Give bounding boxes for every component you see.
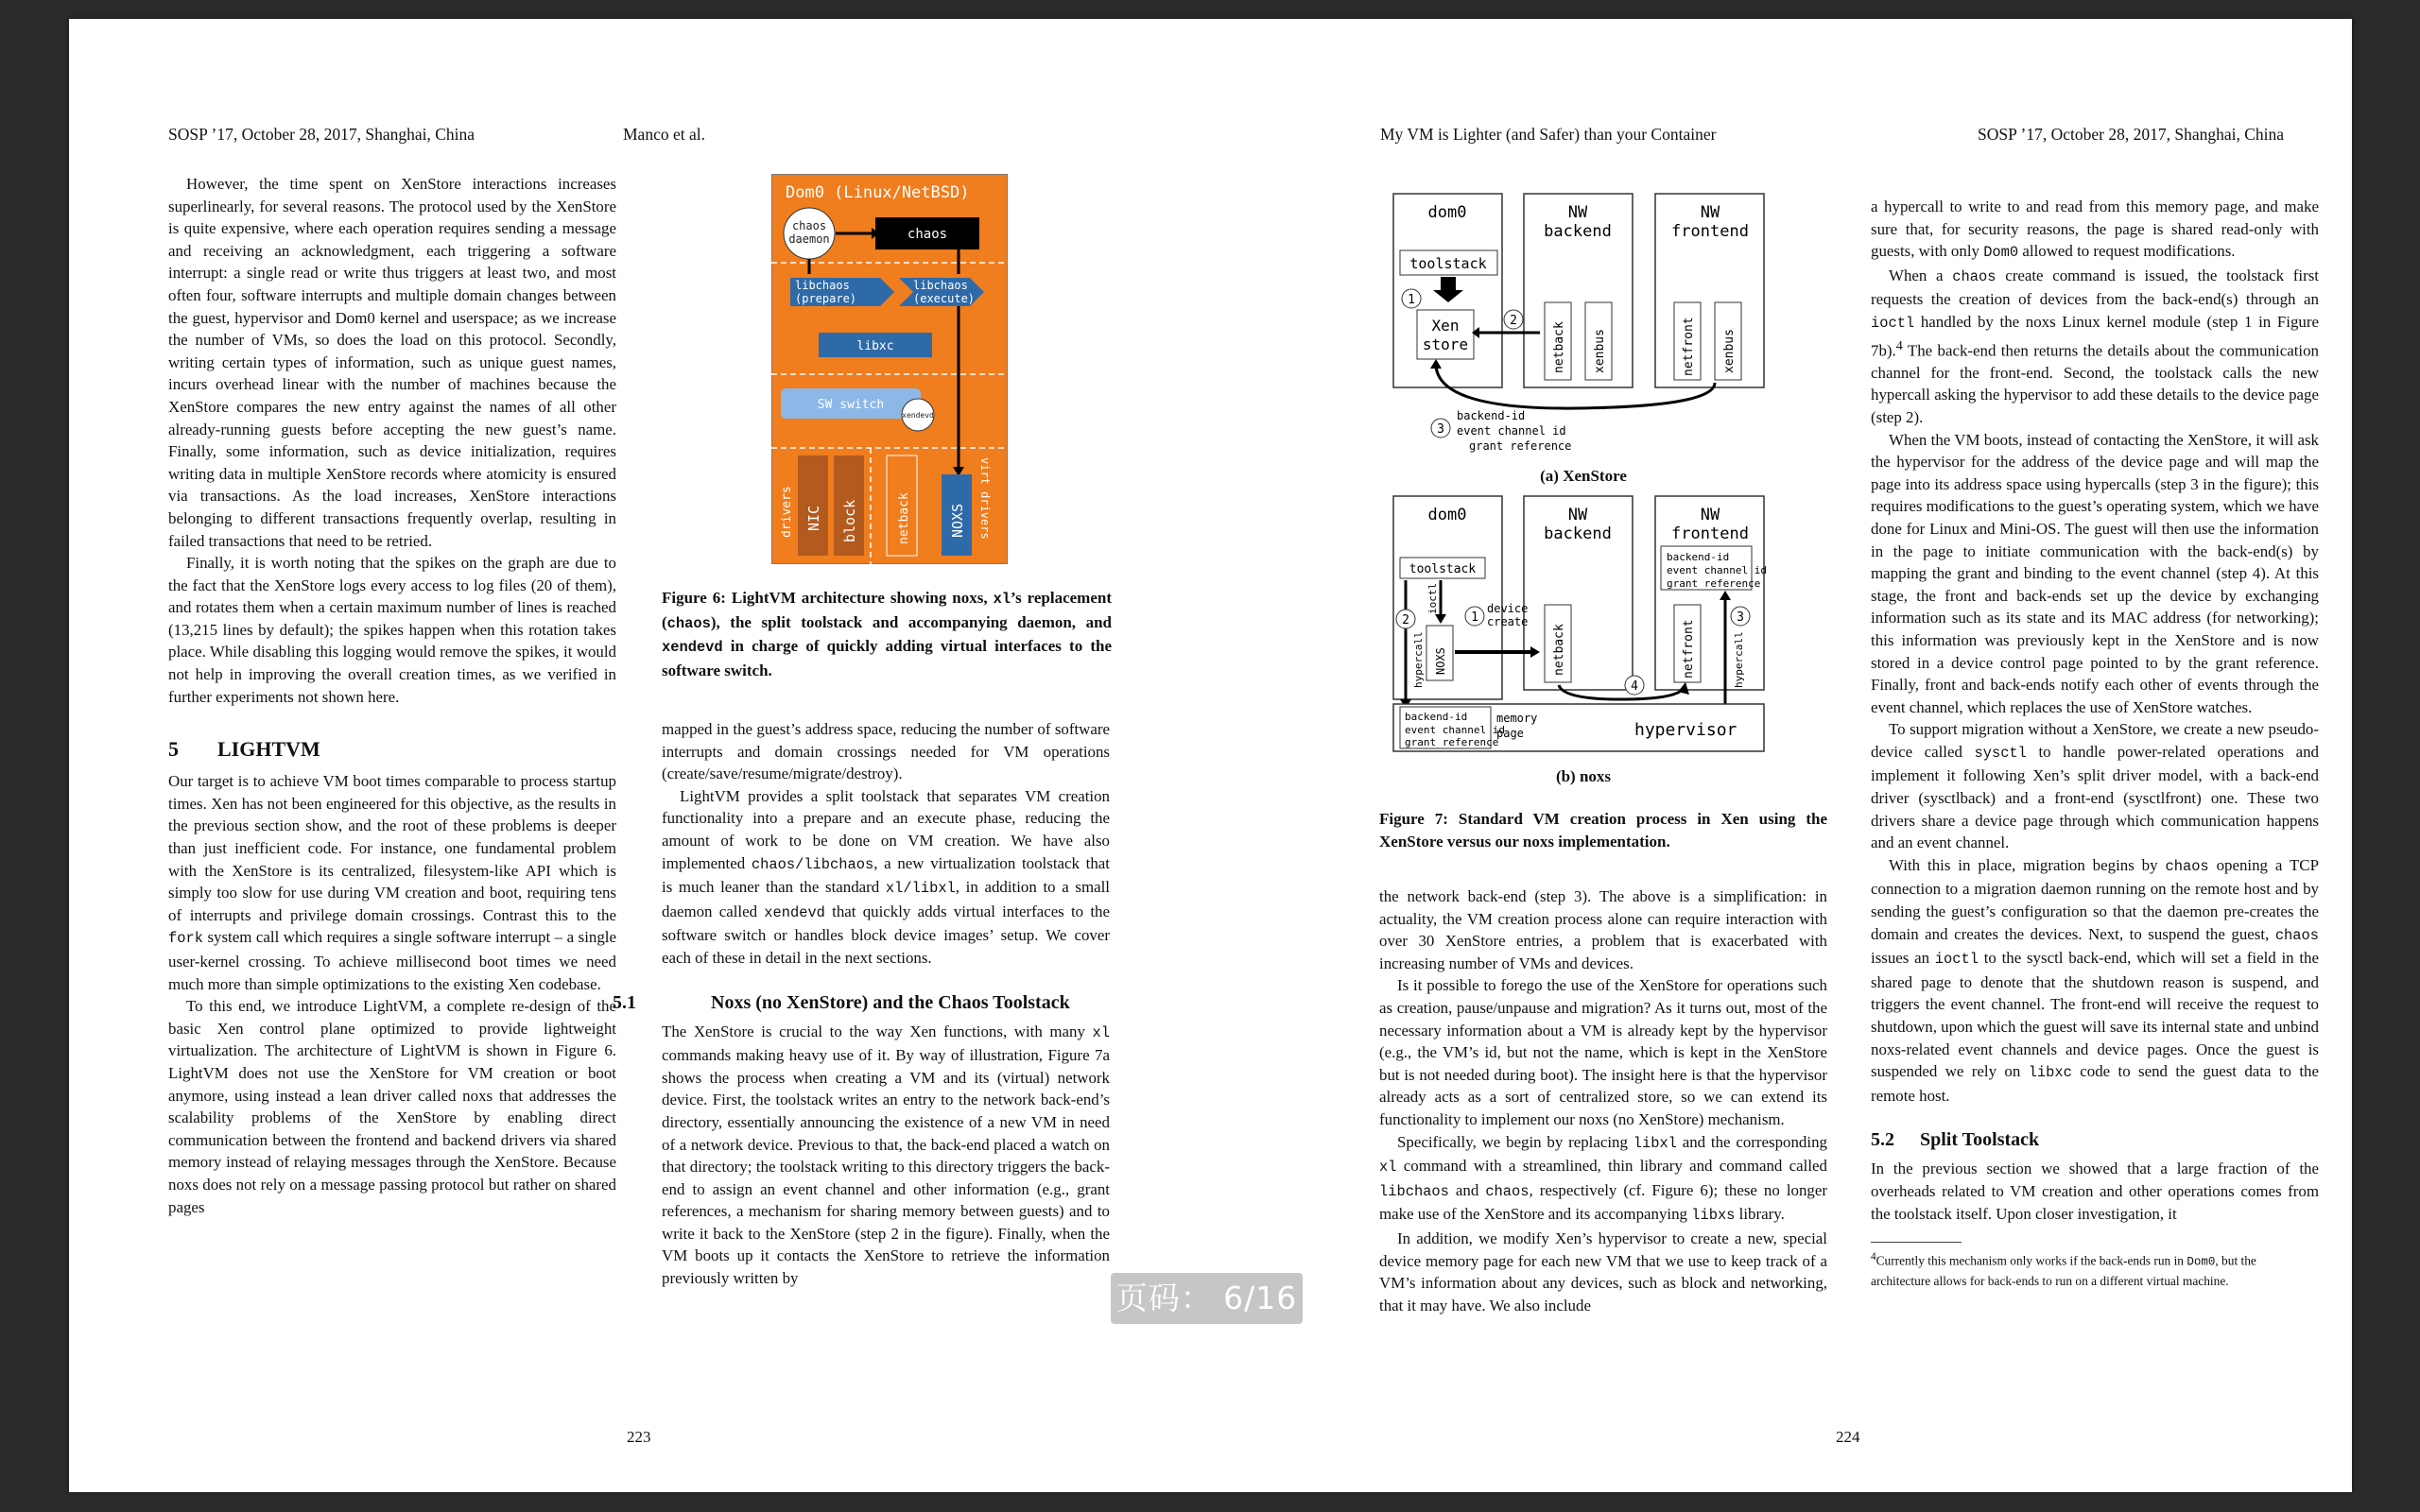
b-fe-note-2: event channel id	[1667, 564, 1767, 576]
paragraph: To this end, we introduce LightVM, a complete re-design of the basic Xen control plane optimized to provide lightweight virtualization. The architecture of LightVM is shown in Figure 6. LightVM does not use the XenStore for VM creation or boot anymore, using instead a lean driver called noxs that addresses the scalability problems of the XenStore by enabling direct communication between the frontend and backend drivers via shared memory instead of relaying messages through the XenStore. Because noxs does not rely on a message passing protocol but rather on shared pages	[168, 997, 616, 1216]
running-head-venue: SOSP ’17, October 28, 2017, Shanghai, China	[168, 125, 475, 144]
nic-label: NIC	[805, 505, 822, 531]
a-step-2: 2	[1510, 314, 1517, 328]
b-netfront-label: netfront	[1682, 619, 1696, 679]
paragraph: Finally, it is worth noting that the spikes on the graph are due to the fact that the XenStore logs every access to log files (20 of them), and rotates them when a certain maximum number of lines is reached (13,215 lines by default); the spikes happen when this rotation takes place. While disabling this logging would remove the spikes, it would not help in improving the overall creation times, as we verified in further experiments not shown here.	[168, 554, 616, 706]
virt-drivers-label: virt drivers	[978, 457, 992, 540]
a-xenbus-label-2: xenbus	[1722, 329, 1737, 373]
paragraph: LightVM provides a split toolstack that separates VM creation functionality into a prepare and an execute phase, reducing the amount of work to be done on VM creation. We have also implemented chaos/libchaos, a new virtualization toolstack that is much leaner than the standard xl/libxl, in addition to a small daemon called xendevd that quickly adds virtual interfaces to the software switch or handles block device images’ setup. We cover each of these in detail in the next sections.	[662, 786, 1111, 967]
b-memory-page-1: memory	[1496, 712, 1538, 725]
a-netfront-label: netfront	[1682, 317, 1696, 376]
a-nw-frontend-label-2: frontend	[1671, 222, 1749, 241]
b-step-1: 1	[1471, 610, 1478, 625]
paragraph: In addition, we modify Xen’s hypervisor to create a new, special device memory page for each new VM that we use to keep track of a VM’s information about any devices, such as block and networking, that it may have. We also include	[1379, 1228, 1827, 1314]
chaos-daemon-label-1: chaos	[791, 219, 827, 232]
drivers-label: drivers	[780, 486, 794, 538]
running-head-title: My VM is Lighter (and Safer) than your Container	[1380, 125, 1717, 144]
figure-7b-caption: (b) noxs	[1555, 767, 1612, 785]
a-dom0-label: dom0	[1427, 203, 1467, 222]
b-step-3: 3	[1737, 610, 1744, 625]
page-223	[69, 19, 1209, 1492]
b-device-create-1: device	[1487, 602, 1529, 615]
a-nw-backend-label-2: backend	[1544, 222, 1612, 241]
left-page-column-2	[613, 718, 1111, 1290]
paragraph: The XenStore is crucial to the way Xen functions, with many xl commands making heavy use of it. By way of illustration, Figure 7a shows the process when creating a VM and its (virtual) network device. First, the toolstack writes an entry to the network back-end’s directory, essentially announcing the existence of a new VM in need of a network device. Previous to that, the back-end placed a watch on that directory; the toolstack writing to this directory triggers the back-end to assign an event channel and other information (e.g., grant references, a mechanism for sharing memory between guests) and to write it back to the XenStore (step 2 in the figure). Finally, when the VM boots up it contacts the XenStore to retrieve the information previously written by	[662, 1022, 1110, 1288]
paragraph: When a chaos create command is issued, the toolstack first requests the creation of devices from the back-end(s) through an ioctl handled by the noxs Linux kernel module (step 1 in Figure 7b).$^4$ The back-end then returns the details about the communication channel for the front-end. Second, the toolstack calls the new hypercall asking the hypervisor to add these details to the device page (step 2).	[1871, 266, 2319, 426]
a-note-3: grant reference	[1469, 439, 1572, 453]
paragraph: a hypercall to write to and read from this memory page, and make sure that, for security reasons, the page is shared read-only with guests, with only Dom0 allowed to request modifications.	[1871, 198, 2319, 262]
paragraph: To support migration without a XenStore, we create a new pseudo-device called sysctl to handle power-related operations and implement it following Xen’s split driver model, with a back-end driver (sysctlback) and a front-end (sysctlfront) one. These two drivers share a device page through which communication happens and an event channel.	[1871, 720, 2319, 852]
b-fe-note-1: backend-id	[1667, 551, 1730, 563]
page-indicator: 页码： 6/16	[1111, 1273, 1303, 1324]
b-device-create-2: create	[1487, 615, 1529, 628]
b-dom0-label: dom0	[1427, 506, 1467, 524]
b-noxs-label: NOXS	[1434, 647, 1447, 675]
running-head-venue: SOSP ’17, October 28, 2017, Shanghai, China	[1978, 125, 2285, 144]
b-nw-frontend-label-1: NW	[1700, 506, 1720, 524]
a-nw-frontend-label-1: NW	[1700, 203, 1720, 222]
b-nw-frontend-label-2: frontend	[1671, 524, 1749, 543]
a-step-1: 1	[1408, 293, 1415, 307]
page-number-224: 224	[1836, 1428, 1860, 1446]
dom0-label: Dom0 (Linux/NetBSD)	[786, 183, 970, 202]
a-netback-label: netback	[1552, 321, 1566, 373]
a-note-1: backend-id	[1457, 409, 1526, 422]
b-hypercall-label-1: hypercall	[1412, 631, 1425, 688]
figure-7a-caption: (a) XenStore	[1540, 467, 1627, 485]
paragraph: Specifically, we begin by replacing libxl and the corresponding xl command with a streamlined, thin library and command called libchaos and chaos, respectively (cf. Figure 6); these no longer make use of the XenStore and its accompanying libxs library.	[1379, 1132, 1827, 1225]
xendevd-label: xendevd	[902, 411, 934, 420]
libchaos-execute-label-2: (execute)	[913, 292, 976, 305]
a-step-3: 3	[1437, 422, 1444, 437]
paragraph: With this in place, migration begins by chaos opening a TCP connection to a migration daemon running on the remote host and by sending the guest’s configuration so that the daemon pre-creates the domain and creates the devices. Next, to suspend the guest, chaos issues an ioctl to the sysctl back-end, which will set a field in the shared page to denote that the shutdown reason is suspend, and triggers the event channel. The front-end will receive the request to shutdown, upon which the guest will save its internal state and unbind noxs-related event channels and device pages. Once the guest is suspended we rely on libxc code to send the guest data to the remote host.	[1871, 855, 2319, 1105]
section-heading-5-2: 5.2 Split Toolstack	[1871, 1129, 2040, 1151]
a-nw-backend-label-1: NW	[1567, 203, 1588, 222]
block-label: block	[841, 499, 858, 542]
paragraph: However, the time spent on XenStore interactions increases superlinearly, for several reasons. The protocol used by the XenStore is quite expensive, where each operation requires sending a message and receiving an acknowledgment, each triggering a software interrupt: a single read or write thus triggers at least two, and most often four, software interrupts and multiple domain changes between the guest, hypervisor and Dom0 kernel and userspace; as we increase the number of VMs, so does the load on this protocol. Secondly, writing certain types of information, such as unique guest names, incurs overhead linear with the number of machines because the XenStore compares the new entry against the names of all other already-running guests before accepting the new guest’s name. Finally, some information, such as device initialization, requires writing data in multiple XenStore records where atomicity is ensured via transactions. As the load increases, XenStore interactions belonging to different transactions frequently overlap, resulting in failed transactions that need to be retried.	[168, 175, 616, 550]
paragraph: mapped in the guest’s address space, reducing the number of software interrupts and domain crossings needed for VM operations (create/save/resume/migrate/destroy).	[662, 720, 1110, 783]
paragraph: In the previous section we showed that a large fraction of the overheads related to VM creation and other operations comes from the toolstack itself. Upon closer investigation, it	[1871, 1160, 2319, 1223]
page-number-223: 223	[627, 1428, 651, 1446]
b-ioctl-label: ioctl	[1426, 582, 1439, 614]
right-page-column-1	[1379, 885, 1827, 1316]
a-xenstore-label-1: Xen	[1431, 317, 1460, 335]
a-xenstore-label-2: store	[1422, 335, 1469, 353]
right-page-column-2	[1871, 196, 2319, 1290]
paragraph: When the VM boots, instead of contacting the XenStore, it will ask the hypervisor for the address of the device page and will map the page into its address space using hypercalls (step 3 in the figure); this requires modifications to the guest’s operating system, which we have done for Linux and Mini-OS. The guest will then use the information in the page to initiate communication with the back-end(s) by mapping the grant and binding to the event channel (step 4). At this stage, the front and back-ends set up the device by exchanging information such as its state and its MAC address (for networking); this information was previously kept in the XenStore and is now stored in a device control page pointed to by the grant reference. Finally, front and back-ends notify each other of events through the event channel, which replaces the use of XenStore watches.	[1871, 430, 2319, 716]
page-224	[1209, 19, 2352, 1492]
b-hv-note-3: grant reference	[1405, 736, 1499, 748]
paragraph: Is it possible to forego the use of the XenStore for operations such as creation, pause/unpause and migration? As it turns out, most of the necessary information about a VM is already kept by the hypervisor (e.g., the VM’s id, but not the name, which is kept in the XenStore but is not needed during boot). The insight here is that the hypervisor already acts as a sort of centralized store, so we can extend its functionality to implement our noxs (no XenStore) mechanism.	[1379, 976, 1827, 1128]
a-note-2: event channel id	[1457, 424, 1566, 438]
footnote-rule	[1871, 1242, 1962, 1243]
a-xenbus-label-1: xenbus	[1593, 329, 1607, 373]
sw-switch-label: SW switch	[817, 398, 885, 412]
paragraph: Our target is to achieve VM boot times comparable to process startup times. Xen has not been engineered for this objective, as the results in the previous section show, and the root of these problems is deeper than just inefficient code. For instance, one fundamental problem with the XenStore is its centralized, filesystem-like API which is simply too slow for use during VM creation and boot, requiring tens of interrupts and privilege domain crossings. Contrast this to the fork system call which requires a single software interrupt – a single user-kernel crossing. To achieve millisecond boot times we need much more than simple optimizations to the existing Xen codebase.	[168, 772, 616, 993]
figure-7-caption: Figure 7: Standard VM creation process in Xen using the XenStore versus our noxs implementation.	[1379, 810, 1827, 850]
b-fe-note-3: grant reference	[1667, 577, 1761, 590]
figure-6-diagram	[771, 174, 1008, 564]
chaos-daemon-label-2: daemon	[788, 232, 830, 246]
b-hv-note-1: backend-id	[1405, 711, 1468, 723]
running-head-authors: Manco et al.	[623, 125, 705, 144]
section-heading-5: 5 LIGHTVM	[168, 737, 320, 762]
netback-label: netback	[897, 492, 911, 544]
footnote-4: $^4$Currently this mechanism only works if the back-ends run in Dom0, but the architecture allows for back-ends to run on a different virtual machine.	[1871, 1251, 2256, 1288]
b-step-2: 2	[1402, 613, 1409, 627]
document-viewer-sheet	[69, 19, 2352, 1492]
b-nw-backend-label-2: backend	[1544, 524, 1612, 543]
section-heading-5-1: 5.1 Noxs (no XenStore) and the Chaos Toolstack	[613, 991, 1070, 1013]
libchaos-prepare-label-2: (prepare)	[795, 292, 857, 305]
b-hypervisor-label: hypervisor	[1634, 720, 1737, 740]
b-netback-label: netback	[1552, 624, 1566, 676]
b-toolstack-label: toolstack	[1409, 562, 1477, 576]
libxc-label: libxc	[856, 339, 894, 353]
figure-6-caption: Figure 6: LightVM architecture showing noxs, xl’s replacement (chaos), the split toolstack and accompanying daemon, and xendevd in charge of quickly adding virtual interfaces to the software switch.	[662, 589, 1112, 679]
b-hv-note-2: event channel id	[1405, 724, 1505, 736]
b-memory-page-2: page	[1496, 727, 1524, 740]
b-hypercall-label-2: hypercall	[1733, 631, 1745, 688]
libchaos-execute-label-1: libchaos	[913, 279, 968, 292]
a-toolstack-label: toolstack	[1409, 255, 1487, 272]
chaos-label: chaos	[907, 227, 948, 242]
noxs-label: NOXS	[949, 503, 966, 538]
b-step-4: 4	[1631, 679, 1638, 694]
libchaos-prepare-label-1: libchaos	[795, 279, 850, 292]
b-nw-backend-label-1: NW	[1567, 506, 1588, 524]
paragraph: the network back-end (step 3). The above is a simplification: in actuality, the VM creation process alone can require interaction with over 30 XenStore entries, a problem that is exacerbated with increasing number of VMs and devices.	[1379, 887, 1827, 972]
left-page-column-1	[168, 173, 616, 1218]
